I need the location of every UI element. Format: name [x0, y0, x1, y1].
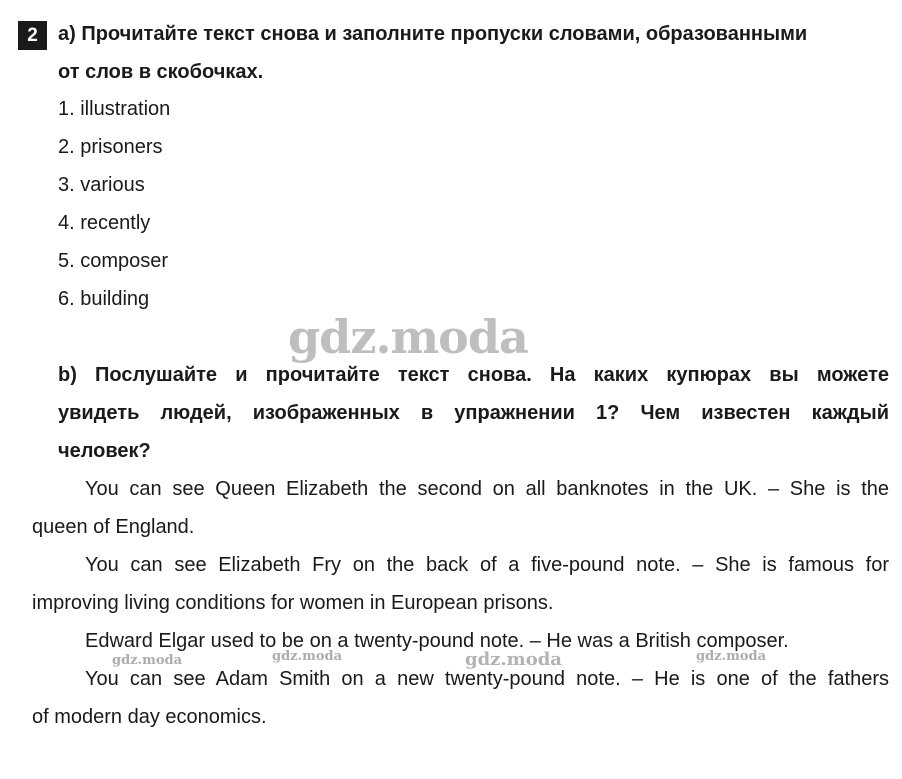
paragraph-line: You can see Elizabeth Fry on the back of a five-pound note. – She is famous for [85, 554, 889, 576]
watermark-small: gdz.moda [465, 649, 562, 670]
part-b-instruction-line-1: b) Послушайте и прочитайте текст снова. На каких купюрах вы можете [58, 364, 889, 386]
watermark-small: gdz.moda [272, 649, 343, 664]
paragraph-line: improving living conditions for women in European prisons. [32, 592, 554, 614]
part-a-instruction-line-2: от слов в скобочках. [58, 61, 264, 83]
answer-item: 6. building [58, 288, 150, 310]
watermark-logo: gdz.moda [288, 310, 528, 364]
answer-item: 4. recently [58, 212, 151, 234]
part-b-instruction-line-2: увидеть людей, изображенных в упражнении 1? Чем известен каждый [58, 402, 889, 424]
answer-item: 1. illustration [58, 98, 171, 120]
paragraph-line: You can see Queen Elizabeth the second on all banknotes in the UK. – She is the [85, 478, 889, 500]
watermark-small: gdz.moda [696, 649, 767, 664]
paragraph-line: of modern day economics. [32, 706, 267, 728]
answer-item: 2. prisoners [58, 136, 163, 158]
part-b-instruction-line-3: человек? [58, 440, 151, 462]
paragraph-line: You can see Adam Smith on a new twenty-pound note. – He is one of the fathers [85, 668, 889, 690]
watermark-small: gdz.moda [112, 653, 183, 668]
answer-item: 5. composer [58, 250, 169, 272]
part-a-instruction-line-1: a) Прочитайте текст снова и заполните пропуски словами, образованными [58, 23, 808, 45]
exercise-number: 2 [27, 24, 38, 46]
paragraph-line: queen of England. [32, 516, 195, 538]
answer-item: 3. various [58, 174, 145, 196]
paragraph-line: Edward Elgar used to be on a twenty-pound note. – He was a British composer. [85, 630, 789, 652]
exercise-number-badge [18, 21, 47, 50]
